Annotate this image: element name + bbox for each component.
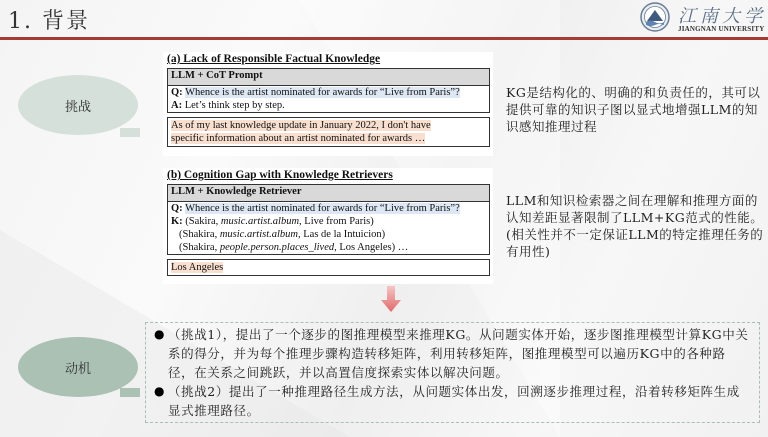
- challenge-label: 挑战: [64, 99, 91, 115]
- note-cognition-gap: LLM和知识检索器之间在理解和推理方面的认知差距显著限制了LLM+KG范式的性能。(相关性并不一定保证LLM的特定推理任务的有用性): [506, 193, 764, 259]
- figure-a-header: LLM + CoT Prompt: [168, 69, 489, 86]
- answer-line: [171, 119, 486, 132]
- a-text: Let’s think step by step.: [184, 100, 285, 111]
- figure-b-answer-box: [167, 259, 490, 276]
- answer-text-2: specific information about an artist nominated for awards …: [171, 133, 426, 144]
- figure-a-question: [168, 86, 489, 99]
- triple-tail: , Live from Paris): [299, 216, 374, 227]
- figure-b-question: [168, 202, 489, 215]
- bubble-tail: [120, 128, 140, 137]
- motivation-bubble: [18, 337, 138, 397]
- down-arrow-icon: [381, 286, 401, 312]
- triple-head: (Sakira,: [185, 216, 221, 227]
- bullet-dot-icon: ●: [154, 327, 166, 341]
- university-emblem-icon: [640, 2, 670, 32]
- motivation-box: [145, 322, 760, 423]
- bullet-text: （挑战2）提出了一种推理路径生成方法，从问题实体出发，回溯逐步推理过程，沿着转移矩阵生成显式推理路径。: [168, 384, 740, 418]
- slide-title: 1. 背景: [8, 9, 90, 34]
- figure-b-title: (b) Cognition Gap with Knowledge Retrievers: [167, 169, 393, 181]
- motivation-bullet: [154, 325, 751, 382]
- logo-chinese-name: 江南大学: [678, 6, 766, 27]
- bullet-dot-icon: ●: [154, 384, 166, 398]
- figure-a-prompt-box: [167, 68, 490, 113]
- triple-head: (Shakira,: [179, 229, 220, 240]
- answer-text-1: As of my last knowledge update in January 2022, I don't have: [171, 120, 431, 131]
- q-label: Q:: [171, 203, 183, 214]
- bullet-text: （挑战1），提出了一个逐步的图推理模型来推理KG。从问题实体开始，逐步图推理模型计算KG中关系的得分，并为每个推理步骤构造转移矩阵，利用转移矩阵，图推理模型可以遍历KG中的各种路径，在关系之间跳跃，并以高置信度探索实体以解决问题。: [168, 327, 749, 380]
- challenge-bubble: [18, 75, 138, 135]
- question-text: Whence is the artist nominated for awards for “Live from Paris”?: [185, 87, 460, 98]
- question-text: Whence is the artist nominated for awards for “Live from Paris”?: [185, 203, 460, 214]
- figure-a-title: (a) Lack of Responsible Factual Knowledge: [167, 53, 381, 65]
- answer-text: Los Angeles: [171, 262, 224, 273]
- a-label: A:: [171, 100, 183, 111]
- triple-row: [168, 228, 489, 241]
- figure-a-a-line: [168, 99, 489, 112]
- figure-b-header: LLM + Knowledge Retriever: [168, 185, 489, 202]
- triple-row: [168, 241, 489, 254]
- triple-relation: music.artist.album: [220, 216, 300, 227]
- figure-a: [163, 52, 493, 156]
- bubble-tail: [120, 388, 140, 397]
- triple-tail: , Los Angeles) …: [334, 242, 409, 253]
- triple-tail: , Las de la Intuicion): [298, 229, 386, 240]
- note-kg: KG是结构化的、明确的和负责任的，其可以提供可靠的知识子图以显式地增强LLM的知识感知推理过程: [506, 85, 761, 134]
- university-logo: [640, 2, 768, 36]
- triple-head: (Shakira,: [179, 242, 220, 253]
- k-label: K:: [171, 216, 183, 227]
- figure-b: [163, 168, 493, 284]
- title-divider: [0, 37, 768, 40]
- answer-line: [171, 132, 486, 145]
- q-label: Q:: [171, 87, 183, 98]
- triple-relation: people.person.places_lived: [219, 242, 335, 253]
- triple-row: [168, 215, 489, 228]
- figure-b-retriever-box: [167, 184, 490, 255]
- logo-english-name: JIANGNAN UNIVERSITY: [678, 25, 765, 33]
- figure-a-answer-box: [167, 117, 490, 147]
- motivation-label: 动机: [64, 361, 91, 377]
- motivation-bullet: [154, 382, 751, 420]
- triple-relation: music.artist.album: [219, 229, 298, 240]
